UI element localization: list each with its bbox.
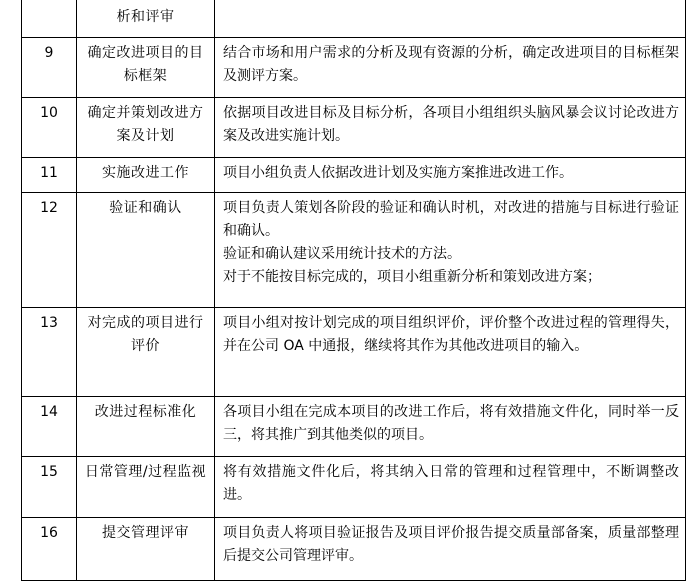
row-number <box>22 0 77 38</box>
description-line: 项目小组负责人依据改进计划及实施方案推进改进工作。 <box>223 165 573 181</box>
step-description <box>215 193 686 308</box>
step-name: 验证和确认 <box>77 193 215 308</box>
table-row <box>22 0 686 38</box>
table-row <box>22 397 686 457</box>
step-name: 日常管理/过程监视 <box>77 457 215 518</box>
row-number: 16 <box>22 518 77 581</box>
description-line: 各项目小组在完成本项目的改进工作后，将有效措施文件化，同时举一反三，将其推广到其他类似的项目。 <box>223 404 679 443</box>
step-name: 提交管理评审 <box>77 518 215 581</box>
step-name: 对完成的项目进行评价 <box>77 308 215 397</box>
table-row <box>22 193 686 308</box>
step-name: 确定改进项目的目标框架 <box>77 38 215 98</box>
step-description <box>215 518 686 581</box>
description-line: 将有效措施文件化后，将其纳入日常的管理和过程管理中，不断调整改进。 <box>223 464 679 503</box>
step-name: 实施改进工作 <box>77 158 215 193</box>
table-row <box>22 38 686 98</box>
description-line: 对于不能按目标完成的，项目小组重新分析和策划改进方案； <box>223 269 601 285</box>
description-line: 项目负责人将项目验证报告及项目评价报告提交质量部备案，质量部整理后提交公司管理评审。 <box>223 525 679 564</box>
step-description <box>215 0 686 38</box>
table-row <box>22 457 686 518</box>
row-number: 10 <box>22 98 77 158</box>
process-table <box>21 0 686 581</box>
description-line: 结合市场和用户需求的分析及现有资源的分析，确定改进项目的目标框架及测评方案。 <box>223 45 679 84</box>
step-name: 析和评审 <box>77 0 215 38</box>
table-row <box>22 308 686 397</box>
table-row <box>22 158 686 193</box>
row-number: 12 <box>22 193 77 308</box>
step-name: 改进过程标准化 <box>77 397 215 457</box>
description-line: 验证和确认建议采用统计技术的方法。 <box>223 246 461 262</box>
row-number: 11 <box>22 158 77 193</box>
step-description <box>215 38 686 98</box>
row-number: 13 <box>22 308 77 397</box>
step-description <box>215 158 686 193</box>
table-row <box>22 98 686 158</box>
step-description <box>215 98 686 158</box>
description-line: 项目负责人策划各阶段的验证和确认时机，对改进的措施与目标进行验证和确认。 <box>223 200 679 239</box>
description-line: 项目小组对按计划完成的项目组织评价，评价整个改进过程的管理得失，并在公司 OA 中通报，继续将其作为其他改进项目的输入。 <box>223 315 679 354</box>
step-description <box>215 308 686 397</box>
step-description <box>215 397 686 457</box>
step-description <box>215 457 686 518</box>
table-row <box>22 518 686 581</box>
description-line: 依据项目改进目标及目标分析，各项目小组组织头脑风暴会议讨论改进方案及改进实施计划。 <box>223 105 679 144</box>
row-number: 14 <box>22 397 77 457</box>
row-number: 9 <box>22 38 77 98</box>
row-number: 15 <box>22 457 77 518</box>
step-name: 确定并策划改进方案及计划 <box>77 98 215 158</box>
